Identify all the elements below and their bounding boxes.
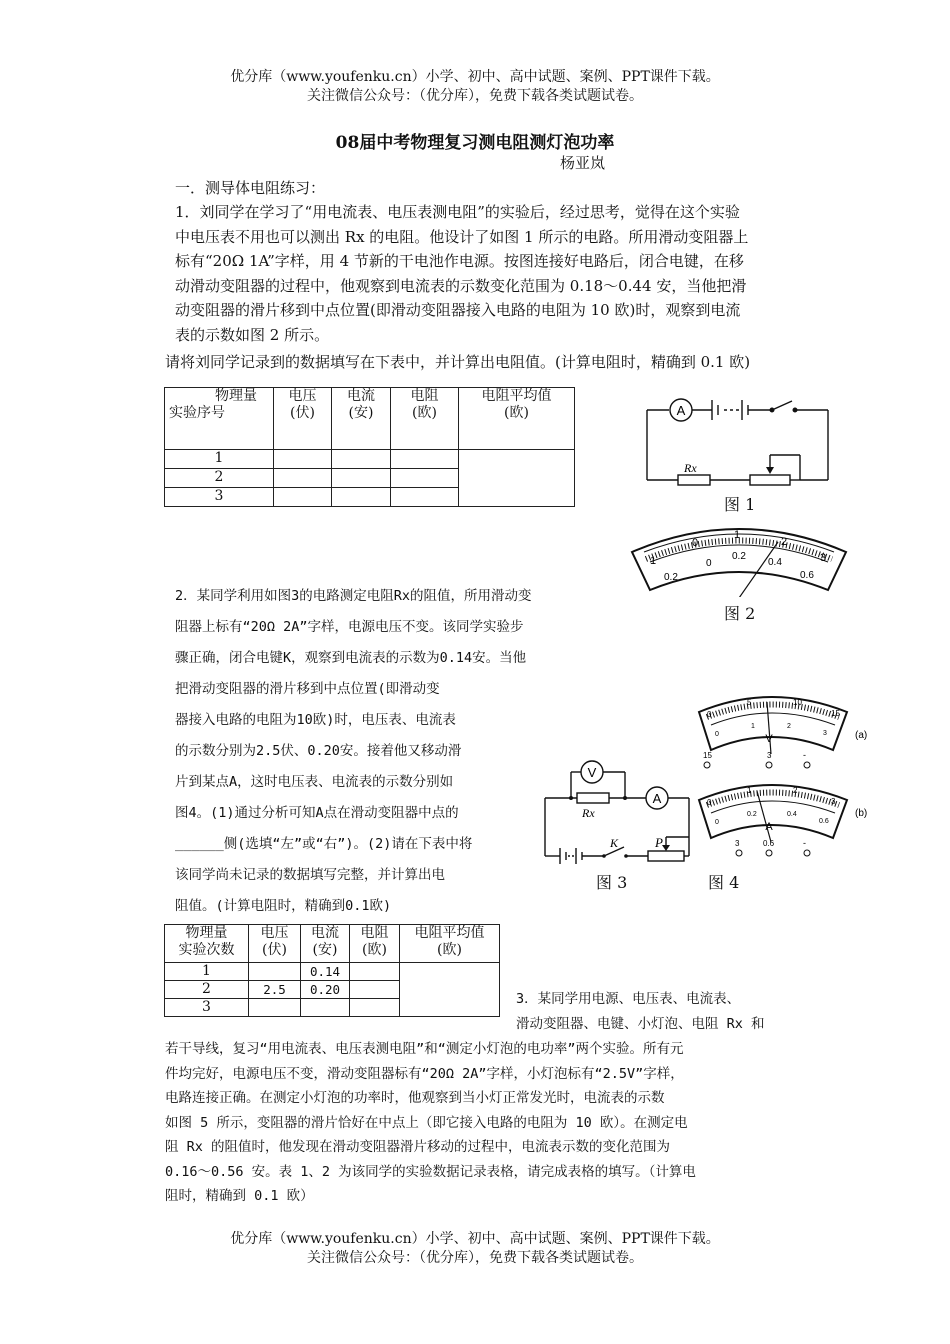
average-cell[interactable] [459,450,575,507]
q3-line: 电路连接正确。在测定小灯泡的功率时，他观察到当小灯正常发光时，电流表的示数 [165,1090,665,1106]
resistor-label: Rx [582,806,595,820]
header-line-2: 关注微信公众号：（优分库），免费下载各类试题试卷。 [307,88,643,104]
row-number: 3 [165,999,249,1017]
q3-line: 阻 Rx 的阻值时，他发现在滑动变阻器滑片移动的过程中，电流表示数的变化范围为 [165,1139,671,1155]
col-header-resistance: 电阻 (欧) [350,925,400,963]
q1-line: 中电压表不用也可以测出 Rx 的电阻。他设计了如图 1 所示的电路。所用滑动变阻器上 [175,227,749,246]
meter-a-upper-tick: 5 [747,698,752,707]
current-cell[interactable] [301,999,350,1017]
table-cell[interactable] [332,488,391,507]
meter-b-upper-tick: 0 [707,798,712,807]
meter-b-terminal: 0.6 [763,839,775,848]
meter-a-terminal: - [803,750,806,760]
q3-line: 若干导线，复习“用电流表、电压表测电阻”和“测定小灯泡的电功率”两个实验。所有元 [165,1041,684,1057]
q2-line: 器接入电路的电阻为10欧)时，电压表、电流表 [175,712,456,728]
meter-b-lower-tick: 0 [715,819,719,826]
q2-line: 片到某点A，这时电压表、电流表的示数分别如 [175,774,454,790]
q3-intro [516,987,765,1037]
q3-text [165,1037,815,1209]
figure-4-meters [695,690,880,870]
table-corner [165,388,274,450]
figure-2-meter [628,512,850,597]
ammeter-label: A [676,403,686,418]
resistor-label: Rx [684,461,697,475]
resistance-cell[interactable] [350,963,400,981]
q2-line: 图4。(1)通过分析可知A点在滑动变阻器中点的 [175,805,459,821]
top-tick: 0 [692,537,699,549]
q1-line: 表的示数如图 2 所示。 [175,325,330,344]
table-cell[interactable] [274,488,332,507]
col-header-average: 电阻平均值 (欧) [400,925,500,963]
q3-line: 滑动变阻器、电键、小灯泡、电阻 Rx 和 [516,1016,765,1032]
current-cell[interactable]: 0.14 [301,963,350,981]
q2-table [164,924,500,1017]
ammeter-label: A [652,791,662,806]
row-number: 1 [165,450,274,469]
q1-table [164,387,575,507]
figure-2-label: 图 2 [724,604,756,623]
voltage-cell[interactable] [249,999,301,1017]
meter-b-lower-tick: 0.2 [747,811,757,818]
meter-a-terminal: 3 [767,751,772,760]
table-cell[interactable] [391,469,459,488]
average-cell[interactable] [400,963,500,1017]
q2-text [175,581,545,922]
meter-b [699,785,867,856]
author: 杨亚岚 [560,154,606,172]
q3-line: 如图 5 所示，变阻器的滑片恰好在中点上（即它接入电路的电阻为 10 欧）。在测定电 [165,1114,688,1131]
q3-line: 阻时，精确到 0.1 欧） [165,1188,314,1204]
meter-a-upper-tick: 0 [707,710,712,719]
bottom-tick: 0.2 [664,572,678,583]
table-cell[interactable] [332,469,391,488]
corner-bottom: 实验次数 [178,942,235,958]
top-tick: 1 [650,555,657,567]
table-cell[interactable] [274,450,332,469]
col-header-voltage: 电压 (伏) [274,388,332,450]
q2-line: 骤正确，闭合电键K，观察到电流表的示数为0.14安。当他 [175,650,527,666]
q2-line: 2．某同学利用如图3的电路测定电阻Rx的阻值，所用滑动变 [175,588,532,604]
corner-bottom: 实验序号 [169,405,225,421]
q3-line: 0.16～0.56 安。表 1、2 为该同学的实验数据记录表格，请完成表格的填写。（计算电 [165,1163,696,1180]
meter-b-terminal: 3 [735,839,740,848]
q1-text [175,200,815,347]
figure-3-label: 图 3 [596,873,628,892]
col-header-average: 电阻平均值 (欧) [459,388,575,450]
q3-line: 件均完好，电源电压不变，滑动变阻器标有“20Ω 2A”字样，小灯泡标有“2.5V”字样， [165,1065,684,1082]
meter-b-upper-tick: 1 [747,786,752,795]
top-tick: 2 [781,536,788,548]
top-tick: 1 [734,529,741,541]
corner-top: 物理量 [185,925,228,941]
meter-a-upper-tick: 10 [793,698,802,707]
figure-1-label: 图 1 [724,495,756,514]
corner-top: 物理量 [215,388,257,404]
meter-a-unit: V [765,733,773,745]
footer-line-2: 关注微信公众号：（优分库），免费下载各类试题试卷。 [307,1250,643,1266]
col-header-current: 电流 (安) [301,925,350,963]
q3-line: 3．某同学用电源、电压表、电流表、 [516,991,741,1007]
q1-line: 标有“20Ω 1A”字样，用 4 节新的干电池作电源。按图连接好电路后，闭合电键，在移 [175,252,744,270]
switch-label: K [610,836,619,850]
table-cell[interactable] [391,450,459,469]
slider-label: P [655,835,663,850]
header-line-1: 优分库（www.youfenku.cn）小学、初中、高中试题、案例、PPT课件下载。 [230,69,720,85]
meter-a-terminal: 15 [703,751,712,760]
meter-a-lower-tick: 2 [787,723,791,730]
meter-b-lower-tick: 0.4 [787,811,797,818]
col-header-current: 电流 (安) [332,388,391,450]
voltage-cell[interactable]: 2.5 [249,981,301,999]
meter-b-lower-tick: 0.6 [819,818,829,825]
meter-b-tag: (b) [855,808,868,819]
table-cell[interactable] [332,450,391,469]
q2-line: 的示数分别为2.5伏、0.20安。接着他又移动滑 [175,743,462,759]
col-header-resistance: 电阻 (欧) [391,388,459,450]
q2-line: ______侧(选填“左”或“右”)。(2)请在下表中将 [175,836,473,852]
meter-b-upper-tick: 2 [793,786,798,795]
resistance-cell[interactable] [350,981,400,999]
voltmeter-label: V [587,765,597,780]
q1-line: 1．刘同学在学习了“用电流表、电压表测电阻”的实验后，经过思考，觉得在这个实验 [175,203,740,221]
row-number: 2 [165,469,274,488]
row-number: 3 [165,488,274,507]
bottom-tick: 0.6 [800,570,814,581]
section-heading: 一．测导体电阻练习： [175,179,326,197]
q2-line: 该同学尚未记录的数据填写完整，并计算出电 [175,867,445,883]
table-cell[interactable] [274,469,332,488]
meter-b-upper-tick: 3 [831,797,836,806]
col-header-voltage: 电压 (伏) [249,925,301,963]
bottom-tick: 0.4 [768,557,782,568]
q1-instruction: 请将刘同学记录到的数据填写在下表中，并计算出电阻值。(计算电阻时，精确到 0.1 欧) [165,353,751,371]
meter-a-lower-tick: 3 [823,730,827,737]
meter-a-upper-tick: 15 [831,709,840,718]
top-tick: 3 [820,552,827,564]
meter-a-lower-tick: 0 [715,731,719,738]
table-cell[interactable] [391,488,459,507]
figure-4-label: 图 4 [708,873,740,892]
q2-line: 把滑动变阻器的滑片移到中点位置(即滑动变 [175,681,440,697]
bottom-tick: 0.2 [732,551,746,562]
page-title: 08届中考物理复习测电阻测灯泡功率 [335,133,615,153]
q2-line: 阻器上标有“20Ω 2A”字样，电源电压不变。该同学实验步 [175,619,524,635]
current-cell[interactable]: 0.20 [301,981,350,999]
meter-a [699,697,867,768]
resistance-cell[interactable] [350,999,400,1017]
footer-line-1: 优分库（www.youfenku.cn）小学、初中、高中试题、案例、PPT课件下载。 [230,1231,720,1247]
row-number: 2 [165,981,249,999]
q1-line: 动滑动变阻器的过程中，他观察到电流表的示数变化范围为 0.18～0.44 安，当他把滑 [175,276,747,295]
figure-3-circuit [540,755,700,870]
meter-b-terminal: - [803,838,806,848]
bottom-tick: 0 [706,558,712,569]
row-number: 1 [165,963,249,981]
meter-a-tag: (a) [855,730,868,741]
q2-line: 阻值。(计算电阻时，精确到0.1欧) [175,898,392,914]
q1-line: 动变阻器的滑片移到中点位置(即滑动变阻器接入电路的电阻为 10 欧)时，观察到电流 [175,301,741,319]
voltage-cell[interactable] [249,963,301,981]
meter-a-lower-tick: 1 [751,723,755,730]
meter-b-unit: A [765,821,773,833]
table-corner [165,925,249,963]
